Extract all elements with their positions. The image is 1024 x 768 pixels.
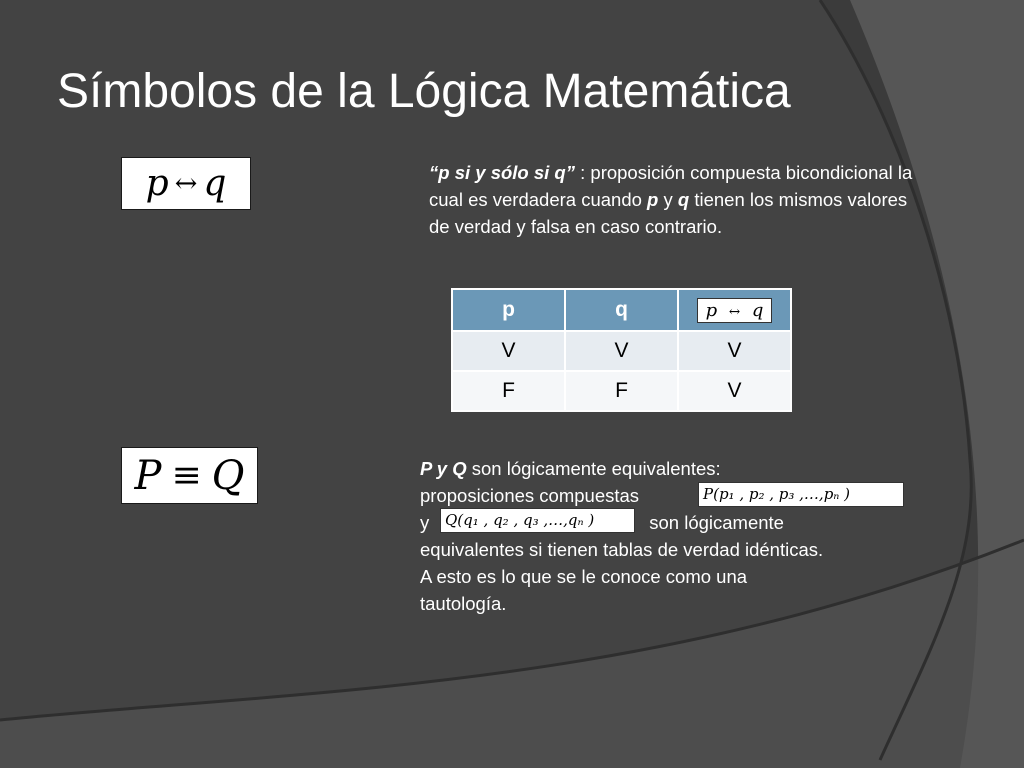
description-p: p [647, 189, 659, 210]
equivalence-PyQ: P y Q [420, 458, 467, 479]
symbol-q: q [203, 163, 227, 204]
biconditional-arrow-icon: ↔ [174, 168, 198, 199]
header-formula-p: p [705, 299, 718, 321]
equivalence-description [420, 455, 960, 617]
equivalence-line6: tautología. [420, 593, 507, 614]
symbol-p: p [145, 163, 169, 204]
equivalence-line3-y: y [420, 512, 430, 533]
table-cell: V [452, 331, 565, 371]
equivalence-line3-rest: son lógicamente [649, 512, 784, 533]
biconditional-description [429, 159, 929, 240]
table-cell: F [452, 371, 565, 411]
symbol-Q: Q [211, 452, 245, 499]
table-header-row [452, 289, 791, 331]
equivalence-line2: proposiciones compuestas [420, 485, 640, 506]
table-row [452, 331, 791, 371]
truth-table [451, 288, 792, 412]
equivalence-symbol [121, 447, 258, 504]
header-formula [697, 298, 773, 323]
formula-Q: Q(q₁ , q₂ , q₃ ,…,qₙ ) [440, 508, 635, 533]
description-text-a: : proposición compuesta bicondicional la cual es verdadera cuando [429, 162, 913, 210]
symbol-P: P [134, 452, 162, 499]
table-cell: V [678, 331, 791, 371]
header-arrow-icon: ↔ [728, 303, 741, 320]
table-row [452, 371, 791, 411]
equivalence-line4: equivalentes si tienen tablas de verdad idénticas. [420, 539, 824, 560]
table-cell: V [678, 371, 791, 411]
formula-P: P(p₁ , p₂ , p₃ ,…,pₙ ) [698, 482, 904, 507]
equivalence-icon: ≡ [171, 455, 202, 496]
slide-title: Símbolos de la Lógica Matemática [57, 65, 791, 118]
header-q: q [565, 289, 678, 331]
header-p: p [452, 289, 565, 331]
biconditional-symbol [121, 157, 251, 210]
equivalence-line5: A esto es lo que se le conoce como una [420, 566, 748, 587]
table-cell: V [565, 331, 678, 371]
description-text-b: tienen los mismos valores de verdad y falsa en caso contrario. [429, 189, 908, 237]
header-formula-q: q [751, 299, 764, 321]
description-y: y [658, 189, 678, 210]
description-q: q [677, 189, 690, 210]
header-biconditional [678, 289, 791, 331]
biconditional-quote: “p si y sólo si q” [429, 162, 575, 183]
equivalence-line1: son lógicamente equivalentes: [466, 458, 721, 479]
table-cell: F [565, 371, 678, 411]
